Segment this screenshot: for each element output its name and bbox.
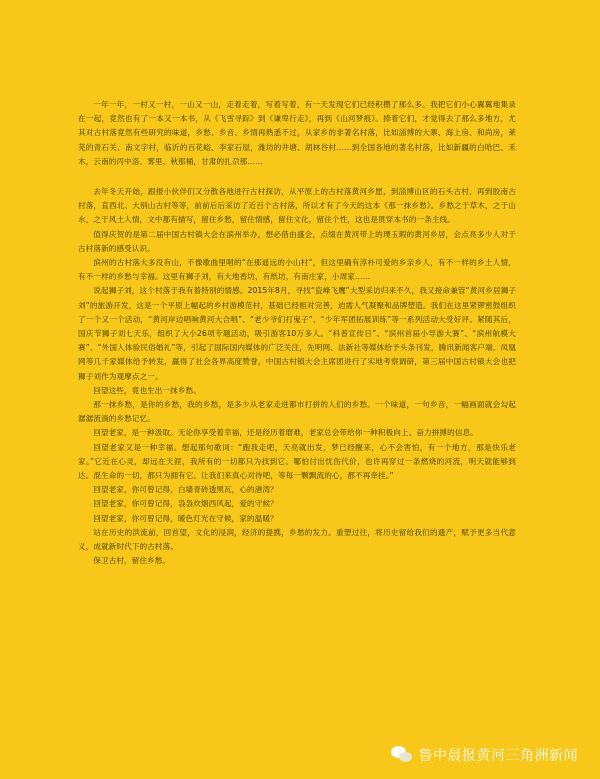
source-watermark xyxy=(391,745,579,765)
article-body xyxy=(78,98,516,569)
paragraph-3: 值得庆贺的是第二届中国古村镇大会在滨州举办，想必借由盛会，点缀在黄河带上的璞玉瑕的黄河乡居，会点亮多少人对于古村落新的感受认识。 xyxy=(78,229,516,253)
paragraph-10: 回望老家，你可曾记得，白墙青砖透黑瓦，心的港湾？ xyxy=(93,485,278,495)
paragraph-spacer xyxy=(78,169,516,185)
paragraph-4: 滨州的古村落大多没有山，不像歌曲里唱的“在那遥远的小山村”，但这里确有淳朴可爱的乡亲乡人，有不一样的乡土人情，有不一样的乡愁与幸福。这里有狮子刘，有大地香坊，有纸坊，有南庄家，小周家…… xyxy=(78,258,516,282)
paragraph-12: 回望老家，你可曾记得，暖色灯光在守候，家的温暖？ xyxy=(93,513,278,523)
wechat-icon xyxy=(391,746,413,764)
paragraph-11: 回望老家，你可曾记得，袅袅炊烟西风起，爱的守候？ xyxy=(93,499,278,509)
paragraph-1: 一年一年，一村又一村，一山又一山，走着走着，写着写着，有一天发现它们已经积攒了那么多。我把它们小心翼翼地集录在一起，竟然也有了一本又一本书，从《飞雪寻踪》到《谦卑行走》，再到《山河梦痕》。捧着它们，才觉得去了那么多地方，尤其对古村落竟然有些研究的味道，乡愁、乡音、乡情再熟悉不过，从家乡的非著名村落，比如淄博的大寨、海上房、和尚房，莱芜的青石关、南文字村，临沂的百花峪、李家石屋，潍坊的井塘、胡林谷村……到全国各地的著名村落，比如新疆的白哈巴、禾木，云南的丙中洛、雾里、秋那桶，甘肃的扎尕那…… xyxy=(78,100,516,166)
paragraph-8: 回望老家，是一种汲取。无论你享受着幸福，还是经历着磨难，老家总会带给你一种积极向上、奋力拼搏的信息。 xyxy=(93,428,478,438)
paragraph-14: 保卫古村，留住乡愁。 xyxy=(93,556,171,566)
paragraph-2: 去年冬天开始，跟报小伙伴们又分散各地进行古村探访，从平原上的古村落黄河乡愿，到淄博山区的石头古村，再到胶南古村落，直西北、大别山古村等等，前前后后采访了近百个古村落，所以才有了今天的这本《那一抹乡愁》。乡愁之于草木，之于山水，之于风土人情，文中都有描写，留住乡愁，留住情感，留住文化，留住个性，这也是贯穿本书的一条主线。 xyxy=(78,187,516,225)
paragraph-9: 回望老家又是一种幸福。想起那句歌词：“跑我走吧，天亮就出发，梦已经醒来，心不会害怕，有一个地方，那是快乐老家。”它近在心灵，却远在天涯，我所有的一切都只为找到它。哪怕付出忧伤代价，也许再穿过一条燃烧的河流，明天就能够到达。混生命的一切，都只为拥有它。让我们来真心对待吧，等每一颗飘流的心，都不再牵挂。” xyxy=(78,442,516,481)
paragraph-7: 那一抹乡愁，是你的乡愁，我的乡愁，是多少从老家走进都市打拼的人们的乡愁。一个味道，一句乡音，一幅画面就会勾起潺潺流淌的乡愁记忆。 xyxy=(78,400,516,424)
paragraph-6: 回望这些，竟也生出一抹乡愁。 xyxy=(93,385,201,395)
paragraph-13: 站在历史的洪流前，回首望，文化的浸润，经济的提携，乡愁的发力。重塑过往，将历史留给我们的遗产，赋予更多当代意义，成就新时代下的古村落。 xyxy=(78,527,516,552)
source-label: 鲁中晨报黄河三角洲新闻 xyxy=(418,748,578,764)
paragraph-5: 说起狮子刘，这个村落于我有着特别的情感。2015年8月，寻找“瓷峰飞鹰”大型采访归来不久，我又接命兼管“黄河乡居狮子刘”的旅游开发，这是一个平原上幅起的乡村游模范村，基础已经相对完善，迫需人气凝聚和品牌塑造。我们在这里紧锣密鼓组织了一个又一个活动，“黄河岸边唱响黄河大合唱”、“老少爷们打鬼子”、“少年军团拓展训练”等一系列活动大受好评。紧随其后，国庆节狮子刘七天乐，组织了大小26项专题活动，吸引游客10万多人。“科普宣传日”、“滨州首届小导游大赛”、“滨州航模大赛”、“外国人体验民俗婚礼”等，引起了国际国内媒体的广泛关注，先明网、法新社等媒体给予头条刊发，腾讯新闻客户端、凤凰网等几千家媒体给予转发，赢得了社会各界高度赞誉，中国古村镇大会主席团进行了实地考察调研，第三届中国古村镇大会也把狮子刘作为观摩点之一。 xyxy=(78,286,516,381)
